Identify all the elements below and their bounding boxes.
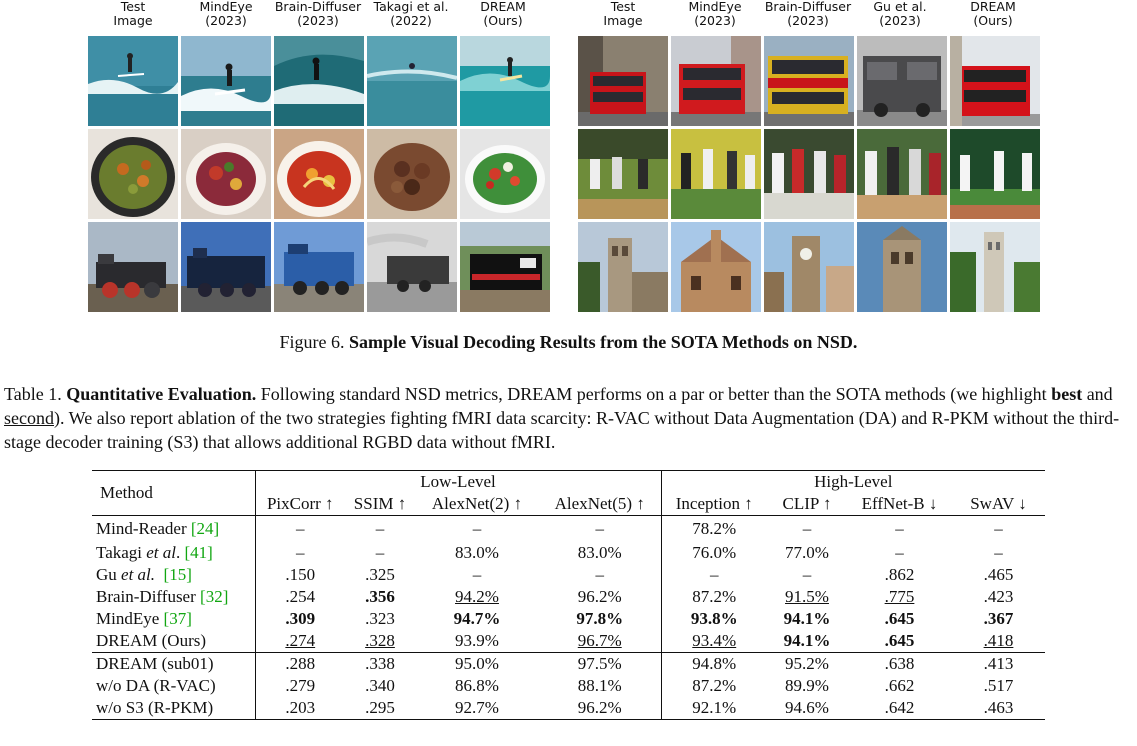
tower-gu (857, 222, 947, 312)
cell-value: .288 (285, 653, 316, 673)
table-cell (952, 608, 1045, 630)
surfer-mindeye (181, 36, 271, 126)
cell-value: 77.0% (785, 542, 829, 562)
cell-value: .418 (983, 630, 1014, 650)
table-cell (345, 697, 415, 720)
cell-value: .517 (983, 675, 1014, 695)
table-cell (952, 697, 1045, 720)
table-cell (415, 652, 539, 675)
citation-link[interactable]: [32] (200, 586, 229, 606)
col-alexnet5: AlexNet(5) ↑ (539, 493, 661, 516)
method-name-text: DREAM (Ours) (96, 630, 207, 650)
right-header-4: Gu et al. (2023) (873, 0, 927, 28)
method-name-text: w/o S3 (R-PKM) (96, 697, 214, 717)
table-cell (415, 630, 539, 653)
table-cell (847, 652, 952, 675)
table-cell (847, 586, 952, 608)
col-clip: CLIP ↑ (767, 493, 847, 516)
table-caption-and: and (1086, 384, 1113, 404)
table-cell (539, 542, 661, 564)
cell-value: .638 (884, 653, 915, 673)
table-cell (415, 542, 539, 564)
cell-value: .645 (884, 630, 915, 650)
cell-value: .279 (285, 675, 316, 695)
cell-value: .309 (285, 608, 316, 628)
cell-value: – (296, 518, 305, 538)
table-caption-text-1: Following standard NSD metrics, DREAM performs on a par or better than the SOTA methods (we highlight (260, 384, 1047, 404)
left-header-4: Takagi et al. (2022) (373, 0, 449, 28)
baseball-test-image (578, 129, 668, 219)
bus-brain-diffuser (764, 36, 854, 126)
col-pixcorr: PixCorr ↑ (255, 493, 345, 516)
table-row (92, 697, 1045, 720)
bus-dream (950, 36, 1040, 126)
cell-value: .356 (365, 586, 395, 606)
table-cell (415, 516, 539, 542)
right-header-2: MindEye (2023) (688, 0, 742, 28)
table-cell (767, 652, 847, 675)
cell-value: .367 (983, 608, 1014, 628)
baseball-brain-diffuser (764, 129, 854, 219)
cell-value: 78.2% (692, 518, 737, 538)
surfer-dream (460, 36, 550, 126)
left-header-5: DREAM (Ours) (480, 0, 526, 28)
bus-gu (857, 36, 947, 126)
cell-value: 94.2% (455, 586, 499, 606)
table-cell (952, 564, 1045, 586)
col-inception: Inception ↑ (661, 493, 767, 516)
cell-value: .413 (983, 653, 1014, 673)
table-cell (345, 586, 415, 608)
cell-value: 76.0% (692, 542, 737, 562)
cell-value: 93.8% (690, 608, 738, 628)
cell-value: 96.7% (577, 630, 622, 650)
right-image-grid (578, 36, 1040, 312)
cell-value: – (802, 564, 812, 584)
method-name (92, 516, 255, 542)
table-header-groups (92, 471, 1045, 494)
tower-test-image (578, 222, 668, 312)
method-name-text: MindEye (96, 608, 164, 628)
method-name (92, 608, 255, 630)
table-cell (255, 516, 345, 542)
table-cell (255, 652, 345, 675)
figure-caption-prefix: Figure 6. (279, 332, 345, 352)
table-row (92, 630, 1045, 653)
left-header-1: Test Image (113, 0, 153, 28)
cell-value: 94.7% (453, 608, 501, 628)
table-cell (415, 564, 539, 586)
table-cell (847, 675, 952, 697)
table-cell (539, 564, 661, 586)
table-cell (255, 564, 345, 586)
table-cell (345, 652, 415, 675)
cell-value: 97.8% (576, 608, 624, 628)
citation-link[interactable]: [41] (184, 542, 213, 562)
table-cell (767, 516, 847, 542)
cell-value: – (472, 564, 482, 584)
cell-value: .662 (884, 675, 915, 695)
method-name-suffix: . (176, 542, 185, 562)
high-level-header: High-Level (661, 471, 1045, 494)
train-brain-diffuser (274, 222, 364, 312)
table-cell (661, 697, 767, 720)
cell-value: – (296, 542, 305, 562)
table-cell (539, 516, 661, 542)
method-name (92, 564, 255, 586)
table-cell (767, 542, 847, 564)
method-name (92, 697, 255, 720)
cell-value: .423 (983, 586, 1014, 606)
method-name-text: Takagi (96, 542, 147, 562)
table-cell (661, 652, 767, 675)
table-cell (952, 586, 1045, 608)
cell-value: – (595, 518, 604, 538)
baseball-gu (857, 129, 947, 219)
table-cell (952, 652, 1045, 675)
left-header-2: MindEye (2023) (199, 0, 253, 28)
table-caption-best: best (1051, 384, 1083, 404)
cell-value: .340 (365, 675, 395, 695)
cell-value: .323 (365, 608, 395, 628)
table-row (92, 564, 1045, 586)
cell-value: .642 (884, 697, 915, 717)
bus-mindeye (671, 36, 761, 126)
baseball-mindeye (671, 129, 761, 219)
col-effnet: EffNet-B ↓ (847, 493, 952, 516)
table-cell (847, 608, 952, 630)
cell-value: – (895, 542, 904, 562)
tower-mindeye (671, 222, 761, 312)
table-cell (539, 586, 661, 608)
citation-link[interactable]: [37] (163, 608, 192, 628)
food-mindeye (181, 129, 271, 219)
method-header: Method (92, 471, 255, 516)
left-header-3: Brain-Diffuser (2023) (274, 0, 362, 28)
table-caption-title: Quantitative Evaluation. (66, 384, 257, 404)
method-name-text: Gu (96, 564, 122, 584)
table-cell (255, 542, 345, 564)
col-alexnet2: AlexNet(2) ↑ (415, 493, 539, 516)
cell-value: .328 (365, 630, 395, 650)
cell-value: – (710, 564, 719, 584)
table-cell (345, 516, 415, 542)
table-cell (847, 564, 952, 586)
method-name (92, 542, 255, 564)
table-cell (767, 630, 847, 653)
cell-value: 92.7% (455, 697, 499, 717)
method-name (92, 675, 255, 697)
table-cell (767, 608, 847, 630)
cell-value: 86.8% (455, 675, 499, 695)
table-caption-prefix: Table 1. (4, 384, 62, 404)
cell-value: 94.8% (692, 653, 737, 673)
cell-value: 95.2% (785, 653, 829, 673)
cell-value: .325 (365, 564, 395, 584)
table-cell (255, 675, 345, 697)
train-mindeye (181, 222, 271, 312)
table-cell (661, 516, 767, 542)
table-cell (952, 516, 1045, 542)
cell-value: – (994, 518, 1003, 538)
method-name-italic: et al. (121, 564, 156, 584)
col-swav: SwAV ↓ (952, 493, 1045, 516)
table-cell (661, 586, 767, 608)
cell-value: – (802, 518, 812, 538)
figure-caption (0, 332, 1137, 353)
right-header-1: Test Image (603, 0, 643, 28)
baseball-dream (950, 129, 1040, 219)
table-cell (767, 697, 847, 720)
cell-value: .463 (983, 697, 1014, 717)
cell-value: 91.5% (785, 586, 829, 606)
table-caption-second: second (4, 408, 54, 428)
cell-value: 93.9% (455, 630, 499, 650)
cell-value: 94.1% (783, 630, 831, 650)
right-header-5: DREAM (Ours) (970, 0, 1016, 28)
method-name (92, 586, 255, 608)
cell-value: .862 (884, 564, 915, 584)
table-cell (847, 516, 952, 542)
table-cell (539, 675, 661, 697)
table-cell (661, 630, 767, 653)
cell-value: 88.1% (577, 675, 622, 695)
method-name (92, 652, 255, 675)
method-name-text: Brain-Diffuser (96, 586, 201, 606)
cell-value: – (472, 518, 482, 538)
table-cell (539, 697, 661, 720)
cell-value: 96.2% (577, 586, 622, 606)
cell-value: 97.5% (577, 653, 622, 673)
table-cell (415, 586, 539, 608)
table-cell (255, 608, 345, 630)
cell-value: 83.0% (455, 542, 499, 562)
table-row (92, 516, 1045, 542)
cell-value: – (375, 518, 385, 538)
cell-value: 87.2% (692, 586, 737, 606)
surfer-test-image (88, 36, 178, 126)
train-takagi (367, 222, 457, 312)
table-caption-text-2: ). We also report ablation of the two strategies fighting fMRI data scarcity: R-VAC without Data Augmentation (DA) and R-PKM without the third-stage decoder training (S3) that allows additional RGBD data without fMRI. (4, 408, 1120, 452)
cell-value: – (375, 542, 385, 562)
table-cell (539, 652, 661, 675)
cell-value: 94.1% (783, 608, 831, 628)
table-cell (767, 564, 847, 586)
food-test-image (88, 129, 178, 219)
table-row (92, 542, 1045, 564)
table-row (92, 675, 1045, 697)
table-cell (847, 630, 952, 653)
cell-value: 94.6% (785, 697, 829, 717)
cell-value: 96.2% (577, 697, 622, 717)
method-name-text: Mind-Reader (96, 518, 191, 538)
table-row (92, 652, 1045, 675)
table-cell (661, 675, 767, 697)
table-cell (952, 542, 1045, 564)
table-cell (952, 630, 1045, 653)
cell-value: 89.9% (785, 675, 829, 695)
food-dream (460, 129, 550, 219)
tower-brain-diffuser (764, 222, 854, 312)
cell-value: – (595, 564, 604, 584)
right-header-3: Brain-Diffuser (2023) (764, 0, 852, 28)
cell-value: – (895, 518, 904, 538)
method-name-suffix (155, 565, 164, 584)
table-cell (539, 608, 661, 630)
table-cell (345, 608, 415, 630)
cell-value: 92.1% (692, 697, 737, 717)
table-cell (415, 697, 539, 720)
cell-value: .295 (365, 697, 395, 717)
cell-value: 95.0% (455, 653, 499, 673)
col-ssim: SSIM ↑ (345, 493, 415, 516)
method-name-text: DREAM (sub01) (96, 653, 214, 673)
table-cell (847, 542, 952, 564)
table-cell (539, 630, 661, 653)
table-cell (661, 564, 767, 586)
table-cell (255, 630, 345, 653)
cell-value: .274 (285, 630, 316, 650)
citation-link[interactable]: [15] (163, 564, 192, 584)
cell-value: .775 (884, 586, 915, 606)
table-cell (767, 675, 847, 697)
method-name (92, 630, 255, 653)
bus-test-image (578, 36, 668, 126)
table-cell (847, 697, 952, 720)
cell-value: 87.2% (692, 675, 737, 695)
table-row (92, 586, 1045, 608)
cell-value: .254 (285, 586, 316, 606)
table-cell (952, 675, 1045, 697)
figure-caption-title: Sample Visual Decoding Results from the SOTA Methods on NSD. (349, 332, 858, 352)
table-cell (345, 630, 415, 653)
citation-link[interactable]: [24] (190, 518, 220, 538)
train-dream (460, 222, 550, 312)
table-body-sota (92, 516, 1045, 653)
cell-value: .465 (983, 564, 1014, 584)
table-row (92, 608, 1045, 630)
method-name-italic: et al (146, 542, 177, 562)
table-cell (255, 697, 345, 720)
table-caption (4, 382, 1134, 454)
cell-value: .338 (365, 653, 395, 673)
surfer-brain-diffuser (274, 36, 364, 126)
method-name-text: w/o DA (R-VAC) (96, 675, 216, 695)
left-image-grid (88, 36, 550, 312)
train-test-image (88, 222, 178, 312)
cell-value: 93.4% (692, 630, 737, 650)
food-brain-diffuser (274, 129, 364, 219)
cell-value: .203 (285, 697, 316, 717)
table-cell (767, 586, 847, 608)
surfer-takagi (367, 36, 457, 126)
table-cell (345, 564, 415, 586)
table-cell (345, 542, 415, 564)
table-body-ablation (92, 652, 1045, 719)
table-cell (415, 608, 539, 630)
cell-value: 83.0% (577, 542, 622, 562)
cell-value: – (994, 542, 1003, 562)
table-cell (661, 542, 767, 564)
table-cell (415, 675, 539, 697)
table-cell (255, 586, 345, 608)
table-cell (661, 608, 767, 630)
food-takagi (367, 129, 457, 219)
cell-value: .645 (884, 608, 915, 628)
low-level-header: Low-Level (255, 471, 661, 494)
results-table (92, 470, 1045, 720)
cell-value: .150 (285, 564, 316, 584)
table-cell (345, 675, 415, 697)
tower-dream (950, 222, 1040, 312)
